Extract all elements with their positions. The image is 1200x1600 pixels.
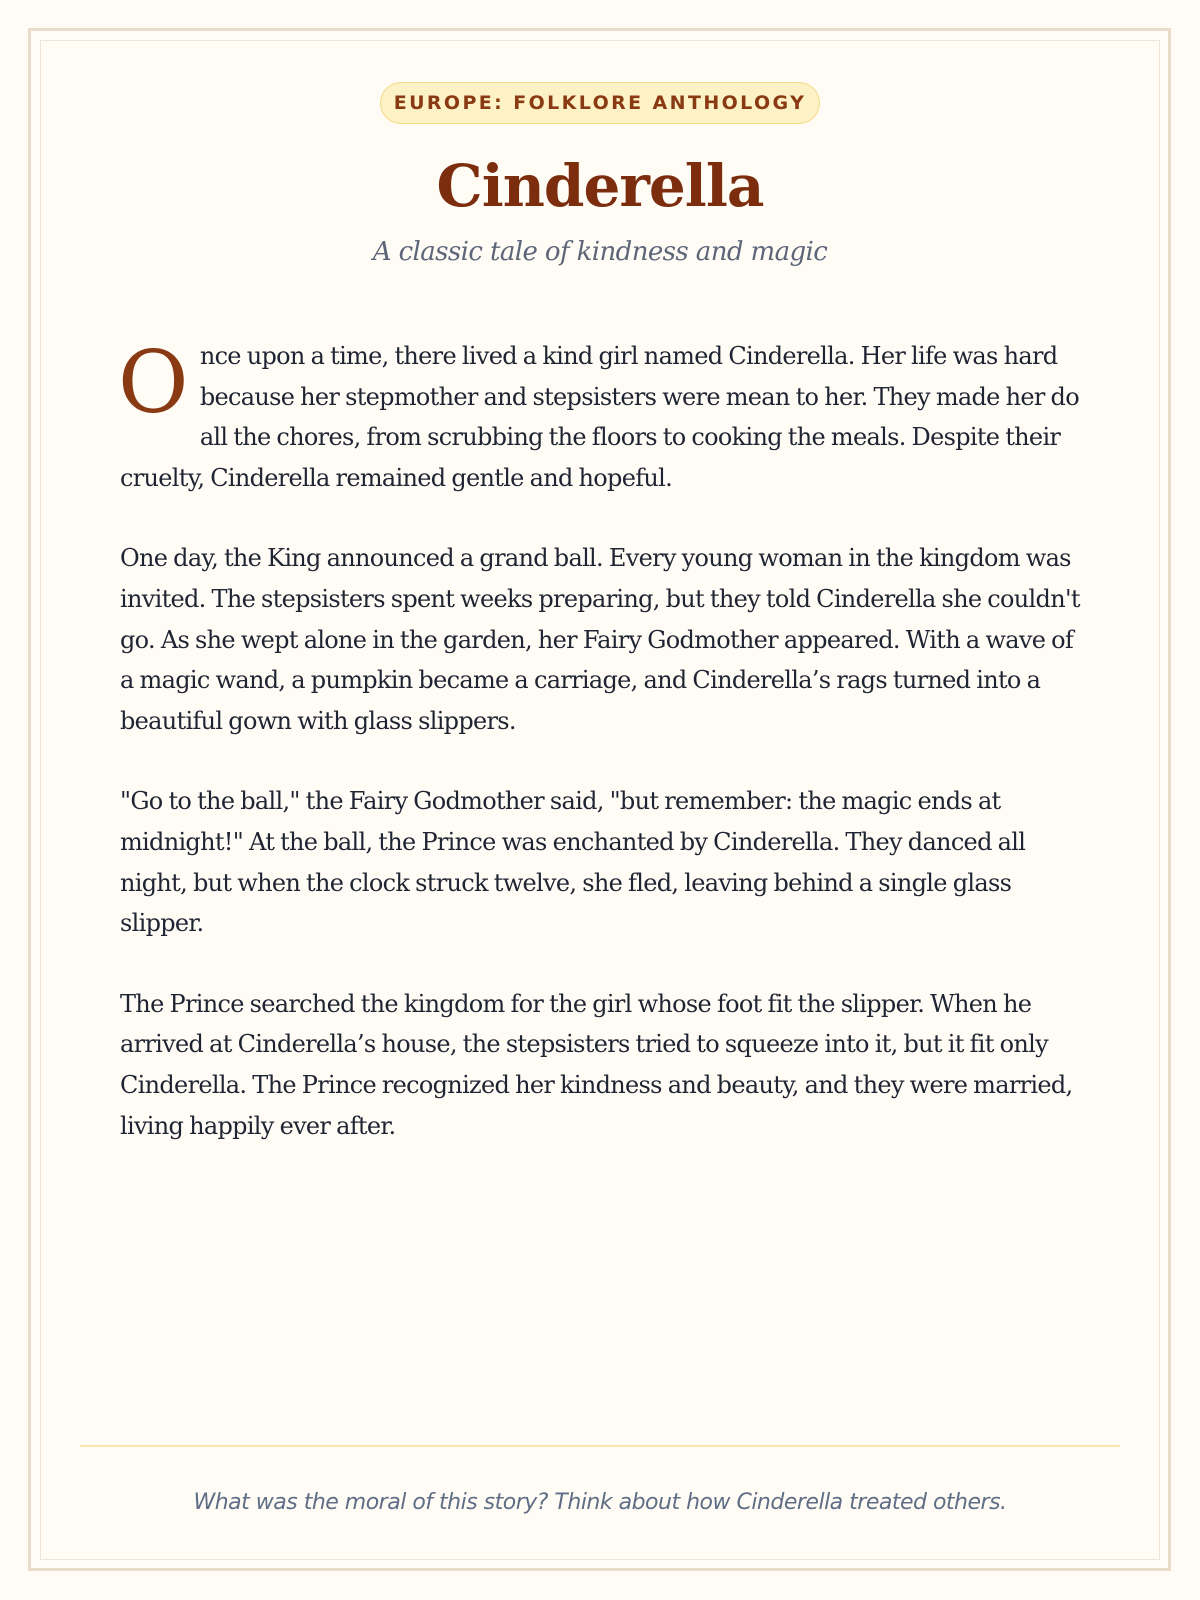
story-title: Cinderella [436,152,764,220]
story-subtitle: A classic tale of kindness and magic [372,237,828,267]
drop-cap: O [118,333,188,433]
footer-divider [80,1445,1120,1447]
reflection-prompt: What was the moral of this story? Think about how Cinderella treated others. [193,1490,1007,1515]
story-paragraph-4: The Prince searched the kingdom for the girl whose foot fit the slipper. When he arrived at Cinderella’s house, the stepsisters tried to squeeze into it, but it fit only Cinderella. The Prince recognized her kindness and beauty, and they were married, living happily ever after. [120,989,1073,1140]
anthology-badge: EUROPE: FOLKLORE ANTHOLOGY [380,82,820,124]
paragraph-1-text: nce upon a time, there lived a kind girl named Cinderella. Her life was hard because her stepmother and stepsisters were mean to her. They made her do all the chores, from scrubbing the floors to cooking the meals. Despite their cruelty, Cinderella remained gentle and hopeful. [120,342,1079,492]
story-paragraph-1 [118,333,1080,498]
story-paragraph-2: One day, the King announced a grand ball. Every young woman in the kingdom was invited. The stepsisters spent weeks preparing, but they told Cinderella she couldn't go. As she wept alone in the garden, her Fairy Godmother appeared. With a wave of a magic wand, a pumpkin became a carriage, and Cinderella’s rags turned into a beautiful gown with glass slippers. [120,544,1080,735]
story-paragraph-3: "Go to the ball," the Fairy Godmother said, "but remember: the magic ends at midnight!" At the ball, the Prince was enchanted by Cinderella. They danced all night, but when the clock struck twelve, she fled, leaving behind a single glass slipper. [120,787,1026,938]
story-body [118,333,1080,1186]
